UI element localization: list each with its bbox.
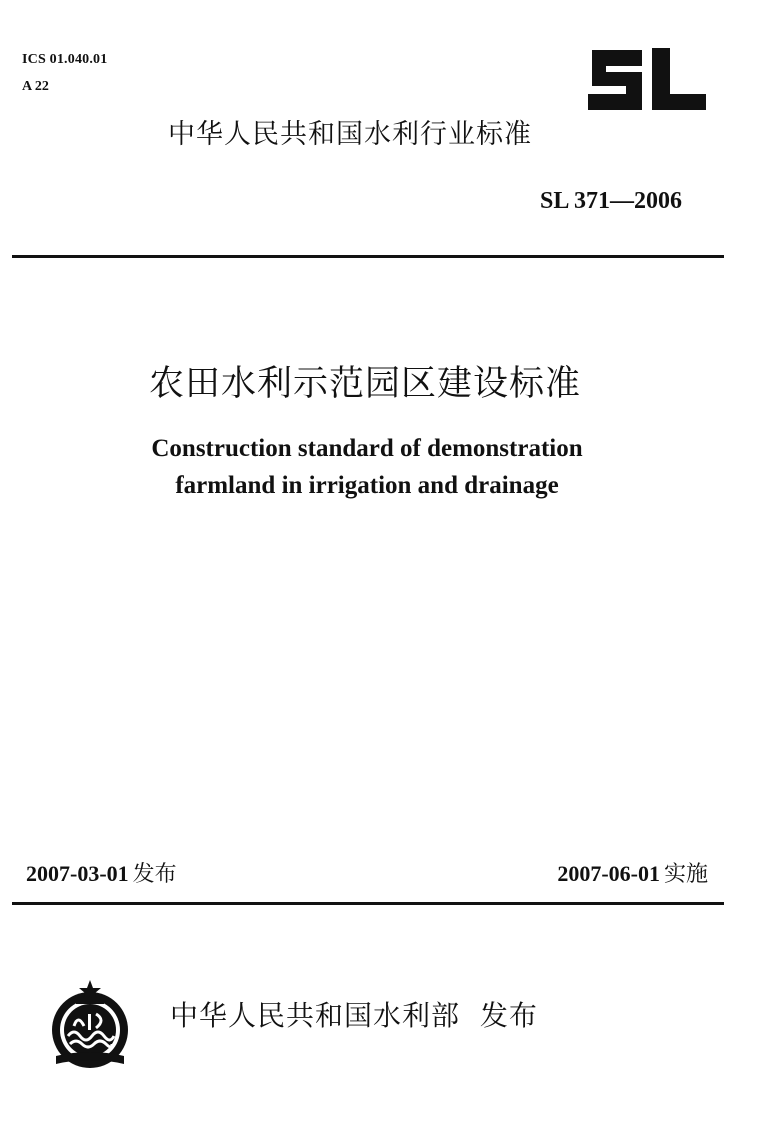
ccs-code: A 22	[22, 79, 49, 94]
top-divider	[12, 255, 724, 258]
ministry-of-water-resources-emblem-icon	[44, 978, 136, 1070]
title-english-line-2: farmland in irrigation and drainage	[175, 472, 559, 499]
standard-number: SL 371—2006	[539, 188, 682, 214]
sl-logo-icon	[584, 44, 708, 114]
title-chinese: 农田水利示范园区建设标准	[148, 364, 581, 404]
issue-date	[26, 858, 177, 891]
bottom-divider	[12, 902, 724, 905]
implementation-label: 实施	[663, 862, 708, 887]
issue-date-value: 2007-03-01	[26, 861, 129, 886]
issue-label: 发布	[132, 862, 177, 887]
implementation-date-value: 2007-06-01	[557, 861, 660, 886]
implementation-date	[557, 858, 708, 891]
title-english	[0, 430, 734, 504]
publisher-name: 中华人民共和国水利部	[170, 999, 461, 1032]
publisher	[170, 996, 538, 1036]
ics-code: ICS 01.040.01	[22, 52, 108, 67]
publisher-action: 发布	[479, 999, 538, 1032]
title-english-line-1: Construction standard of demonstration	[151, 435, 583, 462]
ministry-standard-heading: 中华人民共和国水利行业标准	[168, 119, 532, 150]
